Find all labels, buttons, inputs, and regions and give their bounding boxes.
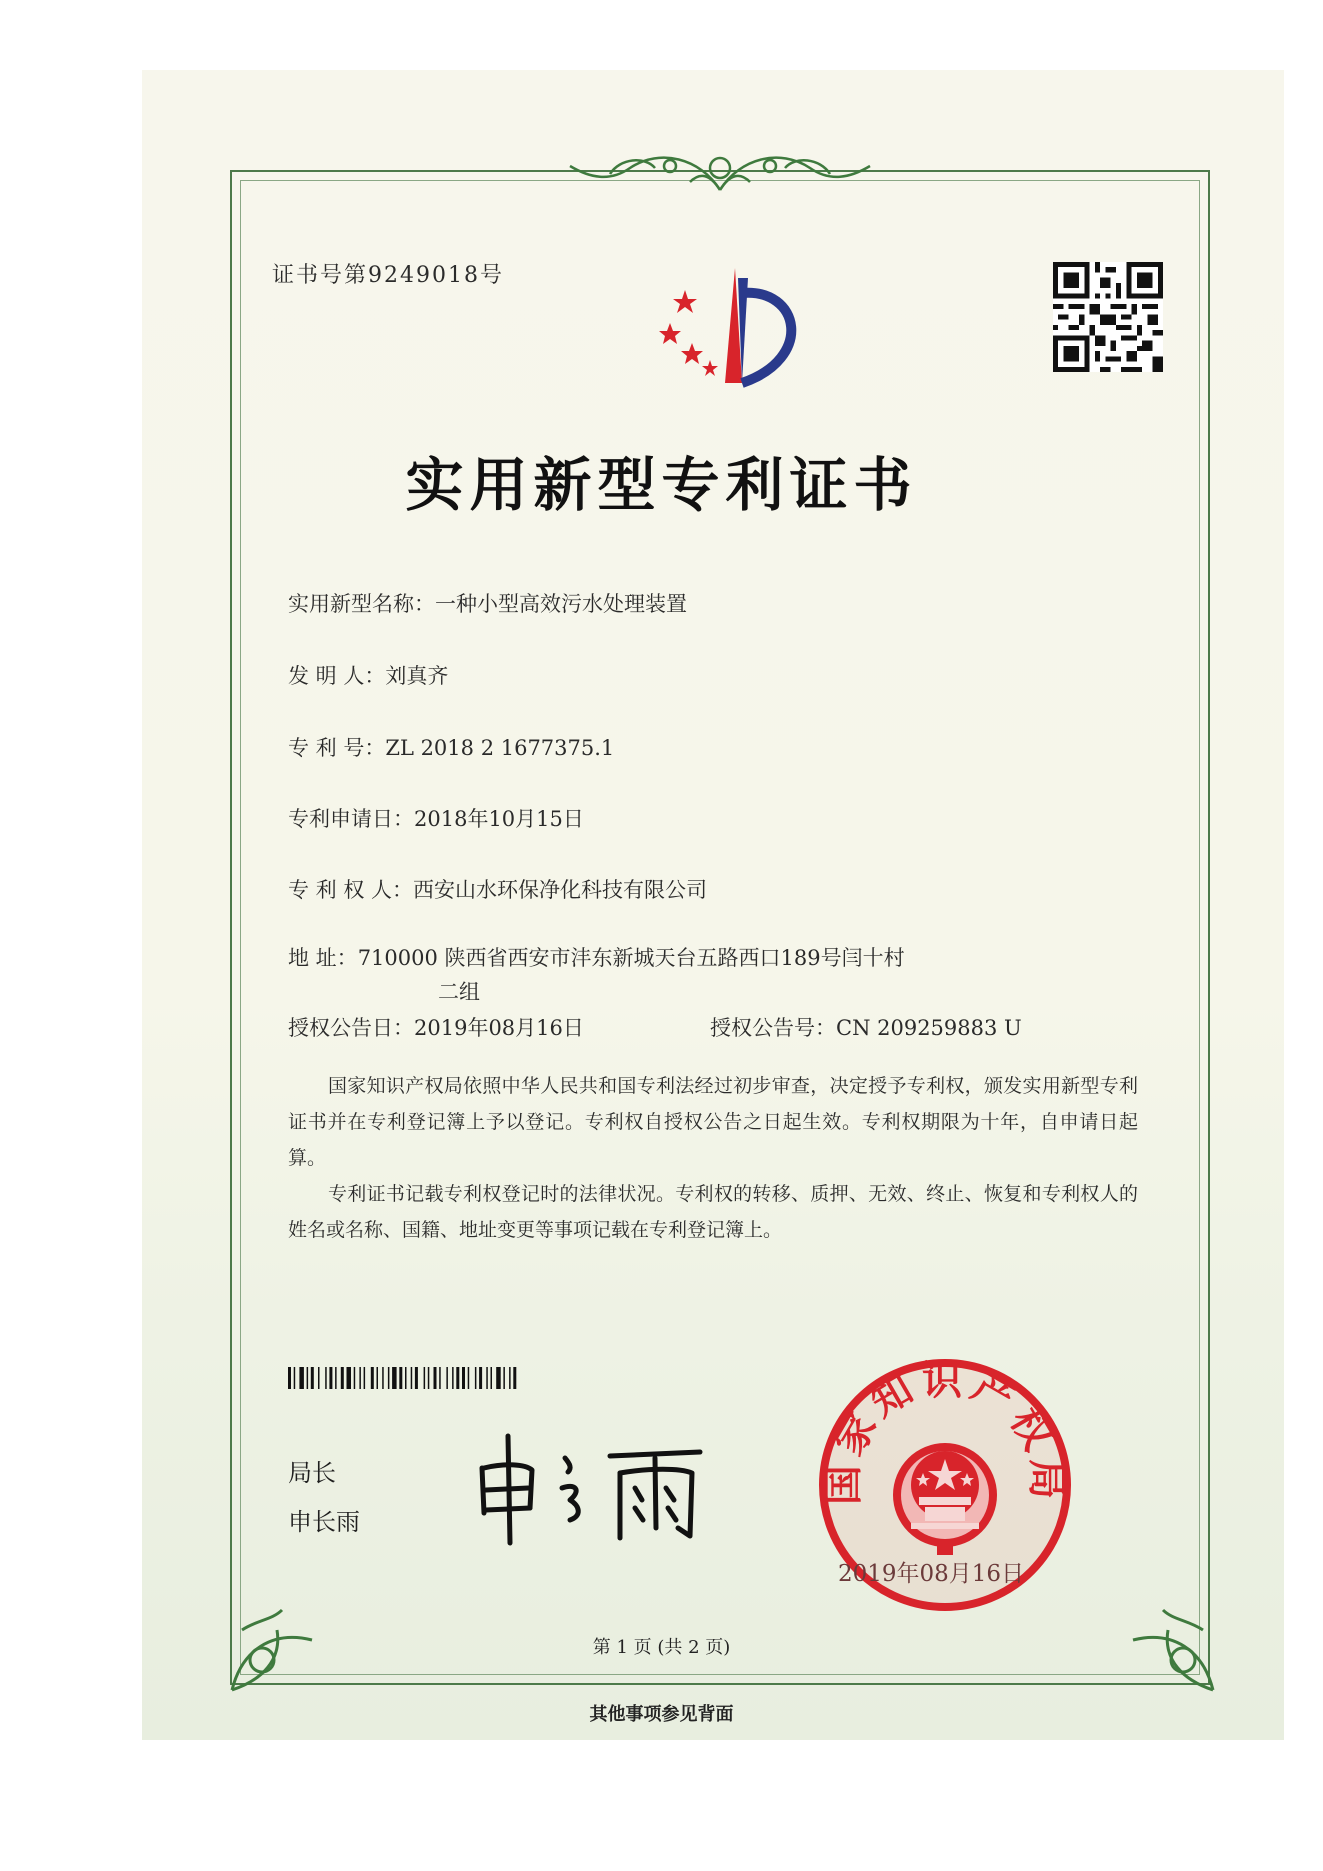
field-label: 授权公告号：: [710, 1016, 836, 1040]
barcode: [288, 1367, 571, 1389]
field-inventor: [288, 660, 448, 690]
field-filing-date: [288, 803, 584, 833]
field-label: 专 利 号：: [288, 736, 386, 760]
cnipa-emblem-icon: [630, 248, 830, 398]
back-note: 其他事项参见背面: [589, 1704, 734, 1725]
statement-paragraph-1: 国家知识产权局依照中华人民共和国专利法经过初步审查，决定授予专利权，颁发实用新型专利证书并在专利登记簿上予以登记。专利权自授权公告之日起生效。专利权期限为十年，自申请日起算。: [288, 1075, 1138, 1169]
seal-date: 2019年08月16日: [838, 1561, 1025, 1587]
page-indicator: 第 1 页 (共 2 页): [592, 1637, 731, 1658]
field-grant-date: [288, 1012, 584, 1042]
certificate-number: 证书号第9249018号: [272, 263, 504, 288]
certificate-title: 实用新型专利证书: [405, 451, 918, 519]
field-value: 2018年10月15日: [414, 807, 584, 831]
field-value: 710000 陕西省西安市沣东新城天台五路西口189号闫十村: [357, 946, 905, 970]
field-value: 一种小型高效污水处理装置: [435, 592, 687, 616]
qr-code: [1053, 262, 1163, 372]
field-value: ZL 2018 2 1677375.1: [385, 736, 615, 760]
director-name: 申长雨: [288, 1508, 360, 1536]
field-patent-number: [288, 732, 614, 762]
top-ornament: [550, 138, 890, 202]
field-label: 专 利 权 人：: [288, 878, 414, 902]
field-value: CN 209259883 U: [836, 1016, 1022, 1040]
seal-text: 国家知识产权局: [820, 1358, 1070, 1506]
field-label: 地 址：: [288, 946, 358, 970]
field-value: 2019年08月16日: [414, 1016, 584, 1040]
field-patentee: [288, 874, 707, 904]
field-utility-model-name: [288, 588, 687, 618]
field-address: [288, 942, 905, 972]
field-label: 实用新型名称：: [288, 592, 435, 616]
field-label: 发 明 人：: [288, 664, 386, 688]
field-label: 专利申请日：: [288, 807, 414, 831]
field-value: 刘真齐: [385, 664, 449, 688]
field-value: 西安山水环保净化科技有限公司: [413, 878, 708, 902]
field-label: 授权公告日：: [288, 1016, 414, 1040]
field-grant-number: [710, 1012, 1022, 1042]
director-signature: [470, 1428, 720, 1548]
field-address-line2: 二组: [438, 980, 480, 1004]
statement-paragraph-2: 专利证书记载专利权登记时的法律状况。专利权的转移、质押、无效、终止、恢复和专利权人的姓名或名称、国籍、地址变更等事项记载在专利登记簿上。: [288, 1183, 1138, 1241]
director-title: 局长: [288, 1459, 336, 1487]
